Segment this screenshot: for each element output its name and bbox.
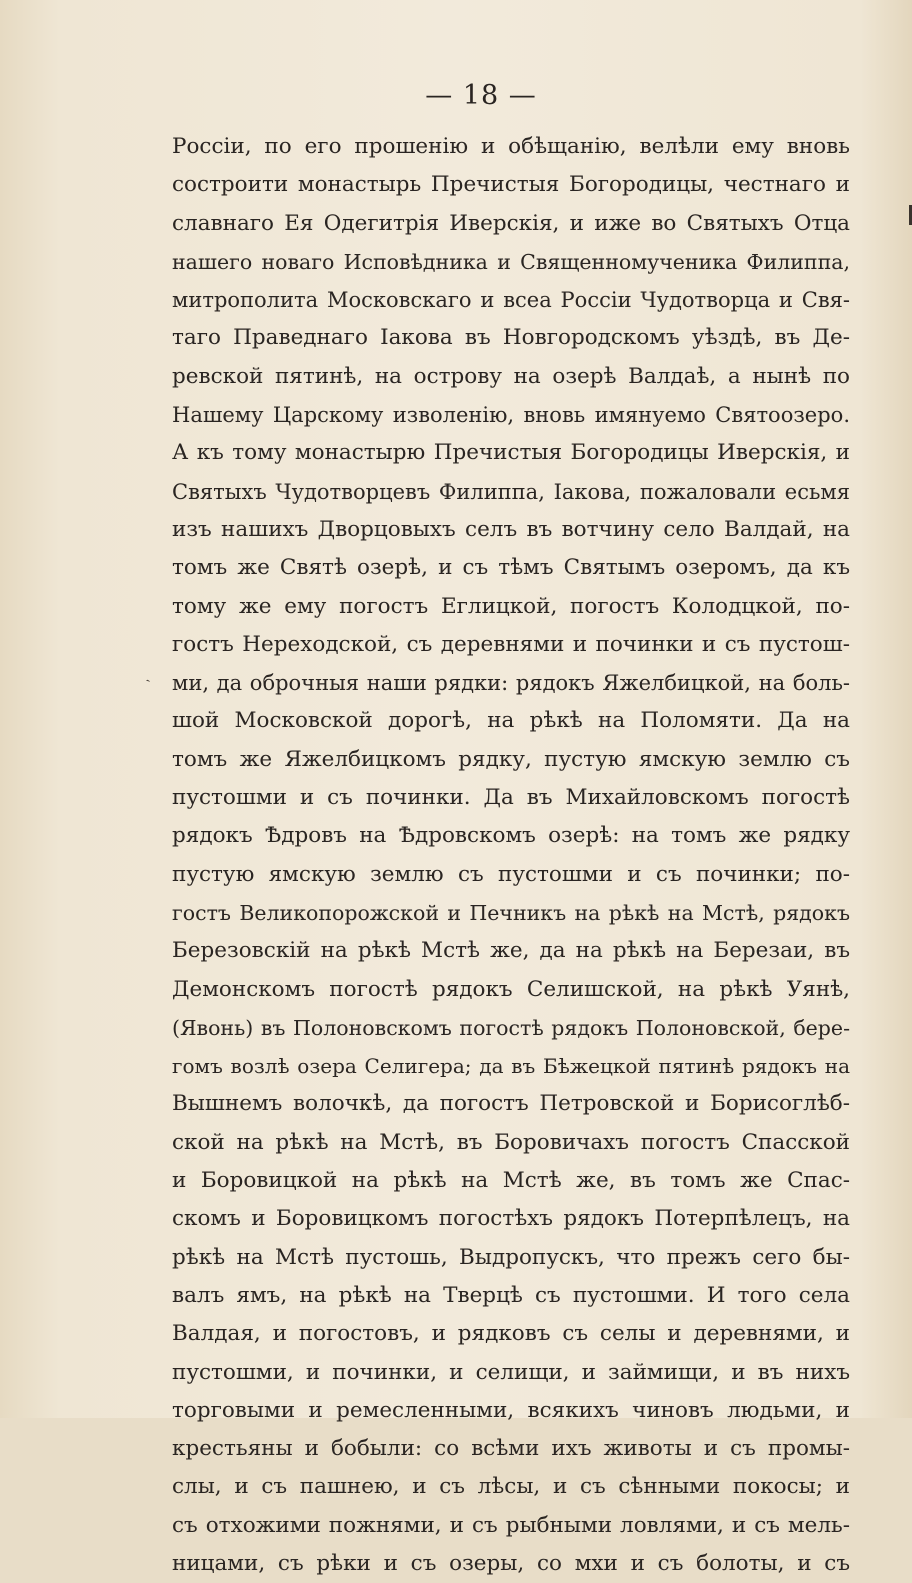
text-line: слы, и съ пашнею, и съ лѣсы, и съ сѣнными покосы; и — [172, 1474, 850, 1500]
text-line: валъ ямъ, на рѣкѣ на Тверцѣ съ пустошми. И того села — [172, 1282, 850, 1308]
text-line: пустошми и съ починки. Да въ Михайловскомъ погостѣ — [172, 785, 850, 811]
text-line: нашего новаго Исповѣдника и Священномученика Филиппа, — [172, 249, 850, 274]
text-line: (Явонь) въ Полоновскомъ погостѣ рядокъ Полоновской, бере- — [172, 1015, 850, 1040]
text-line: пустошми, и починки, и селищи, и займищи, и въ нихъ — [172, 1359, 850, 1385]
page-number: — 18 — — [425, 80, 537, 111]
text-line: рѣкѣ на Мстѣ пустошь, Выдропускъ, что прежъ сего бы- — [172, 1244, 850, 1270]
text-line: славнаго Ея Одегитрія Иверскія, и иже во Святыхъ Отца — [172, 210, 850, 236]
body-text — [172, 128, 850, 1583]
margin-mark: ˏ — [139, 663, 152, 684]
text-line: митрополита Московскаго и всеа Россіи Чудотворца и Свя- — [172, 288, 850, 313]
text-line: крестьяны и бобыли: со всѣми ихъ животы и съ промы- — [172, 1436, 850, 1462]
text-line: Березовскій на рѣкѣ Мстѣ же, да на рѣкѣ на Березаи, въ — [172, 938, 850, 964]
text-line: Вышнемъ волочкѣ, да погостъ Петровской и Борисоглѣб- — [172, 1091, 850, 1117]
text-line: таго Праведнаго Іакова въ Новгородскомъ уѣздѣ, въ Де- — [172, 325, 850, 351]
text-line: Валдая, и погостовъ, и рядковъ съ селы и деревнями, и — [172, 1321, 850, 1347]
text-line: А къ тому монастырю Пречистыя Богородицы Иверскія, и — [172, 440, 850, 466]
text-line: томъ же Святѣ озерѣ, и съ тѣмъ Святымъ озеромъ, да къ — [172, 555, 850, 581]
text-line: Демонскомъ погостѣ рядокъ Селишской, на рѣкѣ Уянѣ, — [172, 976, 850, 1002]
text-line: тому же ему погостъ Еглицкой, погостъ Колодцкой, по- — [172, 593, 850, 619]
text-line: торговыми и ремесленными, всякихъ чиновъ людьми, и — [172, 1397, 850, 1423]
text-line: ской на рѣкѣ на Мстѣ, въ Боровичахъ погостъ Спасской — [172, 1129, 850, 1155]
text-line: ми, да оброчныя наши рядки: рядокъ Яжелбицкой, на боль- — [172, 671, 850, 696]
text-line: Святыхъ Чудотворцевъ Филиппа, Іакова, пожаловали есьмя — [172, 479, 850, 504]
text-line: томъ же Яжелбицкомъ рядку, пустую ямскую землю съ — [172, 746, 850, 772]
text-line: Россіи, по его прошенію и обѣщанію, велѣли ему вновь — [172, 134, 850, 159]
text-line: рядокъ Ѣдровъ на Ѣдровскомъ озерѣ: на томъ же рядку — [172, 823, 850, 849]
text-line: гомъ возлѣ озера Селигера; да въ Бѣжецкой пятинѣ рядокъ на — [172, 1054, 850, 1079]
text-line: изъ нашихъ Дворцовыхъ селъ въ вотчину село Валдай, на — [172, 516, 850, 542]
text-line: гостъ Нереходской, съ деревнями и починки и съ пустош- — [172, 631, 850, 657]
text-line: ницами, съ рѣки и съ озеры, со мхи и съ болоты, и съ — [172, 1550, 850, 1576]
text-line: Нашему Царскому изволенію, вновь имянуемо Святоозеро. — [172, 403, 850, 428]
text-line: шой Московской дорогѣ, на рѣкѣ на Поломяти. Да на — [172, 708, 850, 734]
text-line: ревской пятинѣ, на острову на озерѣ Валдаѣ, а нынѣ по — [172, 363, 850, 389]
text-line: скомъ и Боровицкомъ погостѣхъ рядокъ Потерпѣлецъ, на — [172, 1206, 850, 1232]
text-line: съ отхожими пожнями, и съ рыбными ловлями, и съ мель- — [172, 1512, 850, 1538]
text-line: и Боровицкой на рѣкѣ на Мстѣ же, въ томъ же Спас- — [172, 1168, 850, 1194]
text-line: гостъ Великопорожской и Печникъ на рѣкѣ на Мстѣ, рядокъ — [172, 900, 850, 925]
text-line: пустую ямскую землю съ пустошми и съ починки; по- — [172, 861, 850, 887]
text-line: состроити монастырь Пречистыя Богородицы, честнаго и — [172, 172, 850, 198]
